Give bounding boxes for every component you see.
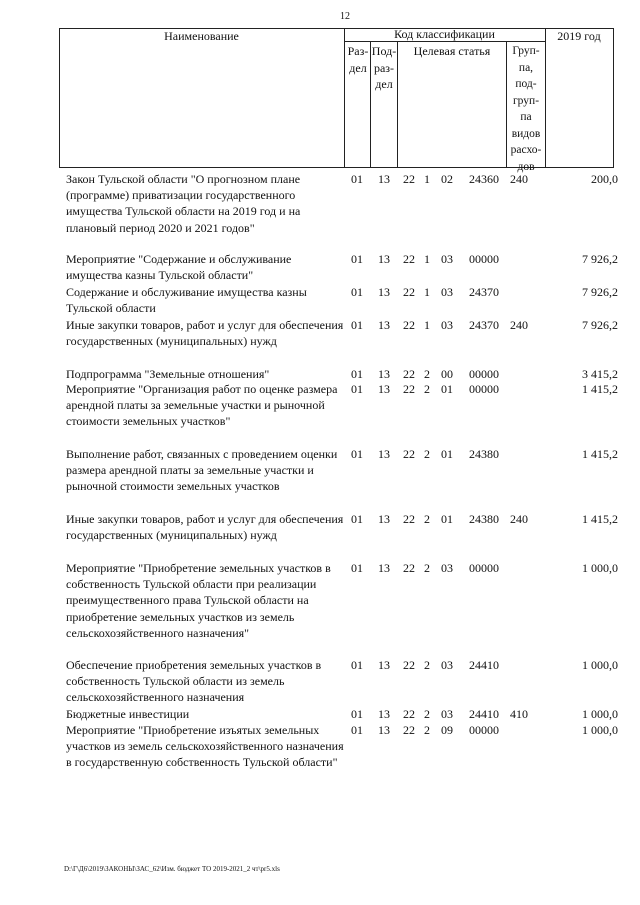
cell-cs1: 22 — [403, 172, 415, 186]
cell-cs2: 2 — [424, 561, 430, 575]
cell-cs1: 22 — [403, 382, 415, 396]
cell-podr: 13 — [378, 512, 390, 526]
cell-cs4: 24410 — [469, 658, 499, 672]
cell-razd: 01 — [351, 367, 363, 381]
cell-cs4: 24360 — [469, 172, 499, 186]
cell-cs2: 1 — [424, 318, 430, 332]
cell-cs2: 1 — [424, 172, 430, 186]
row-name: Обеспечение приобретения земельных участков в собственность Тульской области из земель сельскохозяйственного назначения — [66, 658, 322, 705]
cell-podr: 13 — [378, 382, 390, 396]
cell-razd: 01 — [351, 252, 363, 266]
table-header — [59, 27, 614, 173]
row-name: Мероприятие "Приобретение изъятых земельных участков из земель сельскохозяйственного назначения в государственную собственность Тульской области" — [66, 723, 344, 770]
cell-podr: 13 — [378, 658, 390, 672]
cell-cs1: 22 — [403, 367, 415, 381]
cell-cs4: 24380 — [469, 447, 499, 461]
cell-cs1: 22 — [403, 512, 415, 526]
cell-razd: 01 — [351, 723, 363, 737]
cell-val: 1 415,2 — [582, 382, 618, 396]
header-year: 2019 год — [557, 29, 601, 43]
cell-razd: 01 — [351, 285, 363, 299]
cell-grp: 240 — [510, 512, 528, 526]
cell-cs2: 2 — [424, 512, 430, 526]
cell-podr: 13 — [378, 723, 390, 737]
cell-grp: 410 — [510, 707, 528, 721]
cell-val: 200,0 — [591, 172, 618, 186]
cell-cs1: 22 — [403, 447, 415, 461]
cell-cs4: 00000 — [469, 367, 499, 381]
cell-cs4: 00000 — [469, 252, 499, 266]
cell-val: 3 415,2 — [582, 367, 618, 381]
row-name: Содержание и обслуживание имущества казны Тульской области — [66, 285, 307, 316]
cell-razd: 01 — [351, 707, 363, 721]
cell-cs4: 00000 — [469, 561, 499, 575]
cell-podr: 13 — [378, 318, 390, 332]
cell-podr: 13 — [378, 285, 390, 299]
cell-cs2: 2 — [424, 723, 430, 737]
cell-podr: 13 — [378, 367, 390, 381]
cell-cs1: 22 — [403, 285, 415, 299]
cell-cs4: 00000 — [469, 723, 499, 737]
cell-cs3: 03 — [441, 658, 453, 672]
cell-cs1: 22 — [403, 658, 415, 672]
cell-cs1: 22 — [403, 252, 415, 266]
cell-val: 1 000,0 — [582, 658, 618, 672]
row-name: Мероприятие "Содержание и обслуживание имущества казны Тульской области" — [66, 252, 292, 283]
cell-cs4: 24370 — [469, 318, 499, 332]
cell-cs1: 22 — [403, 723, 415, 737]
row-name: Выполнение работ, связанных с проведением оценки размера арендной платы за земельные участки и рыночной стоимости земельных участков — [66, 447, 338, 494]
cell-cs3: 03 — [441, 707, 453, 721]
file-path: D:\Г\Д6\2019\ЗАКОНЫ\ЗАС_62\Изм. бюджет ТО 2019-2021_2 чт\pr5.xls — [64, 865, 280, 873]
row-name: Иные закупки товаров, работ и услуг для обеспечения государственных (муниципальных) нужд — [66, 318, 344, 349]
cell-val: 1 000,0 — [582, 707, 618, 721]
cell-cs3: 02 — [441, 172, 453, 186]
cell-cs2: 2 — [424, 658, 430, 672]
cell-cs4: 24370 — [469, 285, 499, 299]
cell-val: 7 926,2 — [582, 285, 618, 299]
row-name: Мероприятие "Организация работ по оценке размера арендной платы за земельные участки и рыночной стоимости земельных участков" — [66, 382, 338, 429]
cell-razd: 01 — [351, 318, 363, 332]
row-name: Закон Тульской области "О прогнозном плане (программе) приватизации государственного имущества Тульской области на 2019 год и на плановый период 2020 и 2021 годов" — [66, 172, 301, 235]
header-podrazdel: Под- раз- дел — [371, 44, 397, 91]
cell-razd: 01 — [351, 561, 363, 575]
cell-cs3: 03 — [441, 285, 453, 299]
cell-podr: 13 — [378, 447, 390, 461]
cell-val: 1 415,2 — [582, 512, 618, 526]
cell-cs3: 00 — [441, 367, 453, 381]
cell-razd: 01 — [351, 382, 363, 396]
cell-cs3: 03 — [441, 561, 453, 575]
cell-cs4: 24380 — [469, 512, 499, 526]
header-target: Целевая статья — [413, 44, 491, 58]
row-name: Бюджетные инвестиции — [66, 707, 190, 721]
cell-razd: 01 — [351, 172, 363, 186]
cell-val: 1 000,0 — [582, 723, 618, 737]
cell-cs3: 01 — [441, 512, 453, 526]
cell-cs1: 22 — [403, 707, 415, 721]
cell-val: 7 926,2 — [582, 252, 618, 266]
cell-razd: 01 — [351, 512, 363, 526]
cell-grp: 240 — [510, 172, 528, 186]
cell-cs1: 22 — [403, 561, 415, 575]
cell-cs3: 03 — [441, 318, 453, 332]
cell-cs3: 01 — [441, 382, 453, 396]
cell-cs3: 01 — [441, 447, 453, 461]
cell-cs2: 2 — [424, 707, 430, 721]
row-name: Мероприятие "Приобретение земельных участков в собственность Тульской области при реализации преимущественного права Тульской области на приобретение земельных участков из земель сельскохозяйственного назначения" — [66, 561, 331, 640]
cell-razd: 01 — [351, 658, 363, 672]
cell-val: 7 926,2 — [582, 318, 618, 332]
cell-podr: 13 — [378, 561, 390, 575]
row-name: Иные закупки товаров, работ и услуг для обеспечения государственных (муниципальных) нужд — [66, 512, 344, 543]
cell-podr: 13 — [378, 707, 390, 721]
cell-razd: 01 — [351, 447, 363, 461]
cell-cs4: 24410 — [469, 707, 499, 721]
cell-podr: 13 — [378, 172, 390, 186]
cell-cs2: 2 — [424, 447, 430, 461]
cell-cs1: 22 — [403, 318, 415, 332]
row-name: Подпрограмма "Земельные отношения" — [66, 367, 270, 381]
cell-val: 1 000,0 — [582, 561, 618, 575]
cell-cs2: 2 — [424, 382, 430, 396]
cell-grp: 240 — [510, 318, 528, 332]
header-group: Груп- па, под- груп- па видов расхо- дов — [510, 45, 542, 173]
header-razdel: Раз- дел — [347, 44, 369, 75]
header-name: Наименование — [164, 29, 239, 43]
cell-cs2: 2 — [424, 367, 430, 381]
page-number: 12 — [340, 11, 350, 22]
cell-cs4: 00000 — [469, 382, 499, 396]
cell-cs3: 03 — [441, 252, 453, 266]
header-code: Код классификации — [394, 27, 495, 41]
cell-cs2: 1 — [424, 285, 430, 299]
cell-val: 1 415,2 — [582, 447, 618, 461]
cell-podr: 13 — [378, 252, 390, 266]
cell-cs2: 1 — [424, 252, 430, 266]
cell-cs3: 09 — [441, 723, 453, 737]
